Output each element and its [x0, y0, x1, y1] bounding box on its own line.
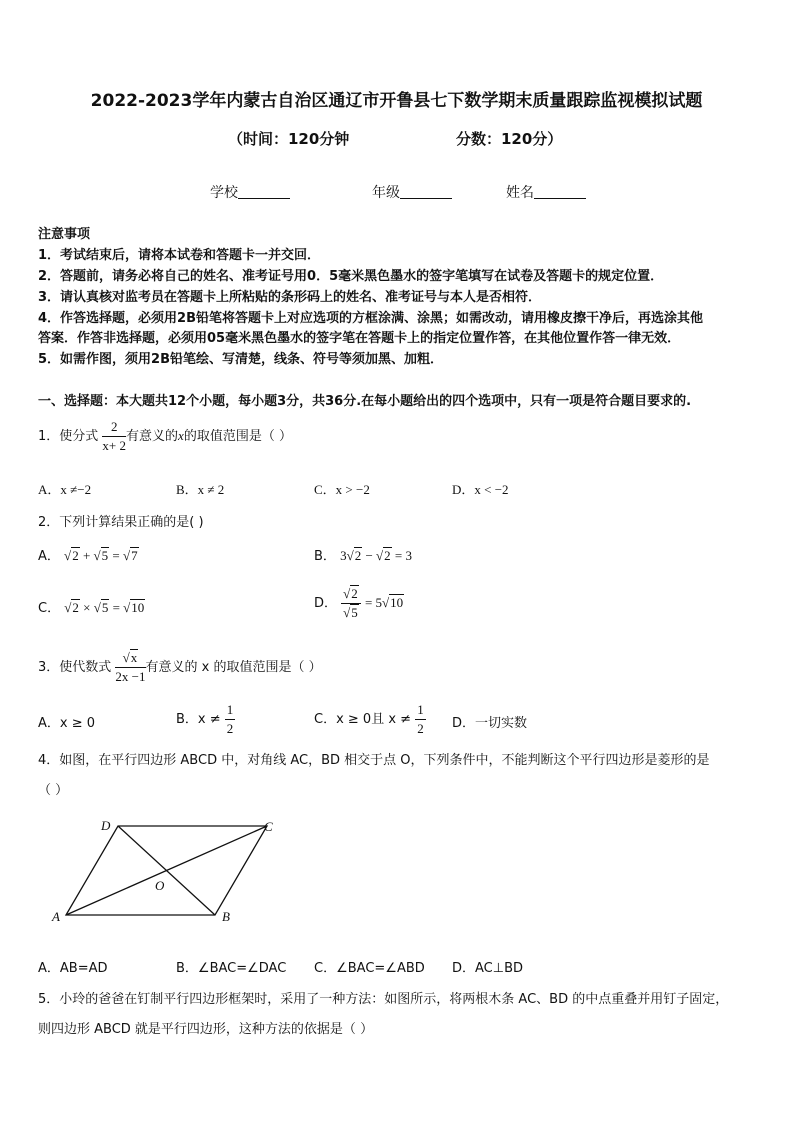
- question-2: 2．下列计算结果正确的是( ): [38, 515, 204, 530]
- exam-time: （时间：120分钟: [228, 130, 350, 148]
- q1-suffix-b: 的取值范围是（ ）: [183, 429, 292, 444]
- q1-variable: x: [178, 428, 184, 443]
- school-label: 学校: [210, 185, 238, 201]
- grade-blank: [400, 184, 452, 199]
- notice-heading: 注意事项: [38, 227, 91, 242]
- exam-score: 分数：120分）: [456, 130, 563, 148]
- school-blank: [238, 184, 290, 199]
- q3-option-c: C．x ≥ 0且 x ≠ $\frac{1}{2}$: [314, 702, 424, 736]
- question-4-line-2: （ ）: [38, 783, 69, 798]
- q4-option-b: B．∠BAC=∠DAC: [176, 961, 287, 976]
- q2-b-label: B．: [314, 549, 336, 564]
- q1-fraction: [102, 418, 126, 455]
- q2-a-expr: √2 + √5 = √7: [64, 548, 138, 563]
- q1-numerator: 2: [102, 418, 126, 437]
- q2-d-fraction: $\frac{√2}{√5}$: [341, 585, 361, 622]
- question-5-line-1: 5．小玲的爸爸在钉制平行四边形框架时，采用了一种方法：如图所示，将两根木条 AC、BD 的中点重叠并用钉子固定，: [38, 992, 729, 1007]
- q3-option-d: D．一切实数: [452, 716, 528, 731]
- q2-b-expr: 3√2 − √2 = 3: [340, 548, 413, 563]
- vertex-label-a: A: [52, 909, 60, 924]
- q1-option-b: B．x ≠ 2: [176, 482, 225, 497]
- name-blank: [534, 184, 586, 199]
- notice-item: 5．如需作图，须用2B铅笔绘、写清楚，线条、符号等须加黑、加粗．: [38, 352, 443, 367]
- q3-option-b: B．x ≠ $\frac{1}{2}$: [176, 702, 234, 736]
- name-field: [506, 182, 586, 202]
- parallelogram-figure: [40, 810, 290, 930]
- vertex-label-b: B: [222, 909, 230, 924]
- q2-option-d: D． $\frac{√2}{√5}$ = 5√10: [314, 586, 404, 620]
- notice-item: 答案．作答非选择题，必须用05毫米黑色墨水的签字笔在答题卡上的指定位置作答，在其他位置作答一律无效．: [38, 331, 681, 346]
- notice-item: 2．答题前，请务必将自己的姓名、准考证号用0．5毫米黑色墨水的签字笔填写在试卷及答题卡的规定位置．: [38, 269, 664, 284]
- q3-prefix: 3．使代数式: [38, 660, 112, 675]
- grade-field: [372, 182, 452, 202]
- q1-option-d: D．x < −2: [452, 482, 509, 497]
- center-label-o: O: [155, 878, 165, 893]
- q2-a-label: A．: [38, 549, 60, 564]
- school-field: [210, 182, 290, 202]
- q1-option-c: C．x > −2: [314, 482, 370, 497]
- q2-option-c: [38, 597, 145, 616]
- notice-item: 1．考试结束后，请将本试卷和答题卡一并交回．: [38, 248, 321, 263]
- q1-denominator: x+ 2: [102, 438, 127, 453]
- q1-suffix-a: 有意义的: [126, 429, 179, 444]
- q1-prefix: 1．使分式: [38, 429, 99, 444]
- q3-option-a: A．x ≥ 0: [38, 716, 96, 731]
- q1-option-a: A．x ≠−2: [38, 482, 92, 497]
- q2-c-expr: √2 × √5 = √10: [64, 600, 145, 615]
- question-3: [38, 649, 322, 686]
- q3-suffix: 有意义的 x 的取值范围是（ ）: [145, 660, 322, 675]
- q2-c-label: C．: [38, 601, 61, 616]
- question-1: [38, 418, 292, 455]
- notice-item: 3．请认真核对监考员在答题卡上所粘贴的条形码上的姓名、准考证号与本人是否相符．: [38, 290, 542, 305]
- exam-title: 2022-2023学年内蒙古自治区通辽市开鲁县七下数学期末质量跟踪监视模拟试题: [90, 91, 703, 111]
- q3-fraction: $\frac{√x}{2x -1}$: [115, 650, 146, 684]
- name-label: 姓名: [506, 185, 534, 201]
- grade-label: 年级: [372, 185, 400, 201]
- vertex-label-d: D: [101, 818, 111, 833]
- notice-item: 4．作答选择题，必须用2B铅笔将答题卡上对应选项的方框涂满、涂黑；如需改动，请用橡皮擦干净后，再选涂其他: [38, 311, 704, 326]
- q4-option-d: D．AC⊥BD: [452, 961, 524, 976]
- q2-d-label: D．: [314, 596, 338, 611]
- section-heading: 一、选择题：本大题共12个小题，每小题3分，共36分.在每小题给出的四个选项中，只有一项是符合题目要求的.: [38, 394, 692, 409]
- q2-option-a: [38, 545, 139, 564]
- q4-option-a: A．AB=AD: [38, 961, 108, 976]
- vertex-label-c: C: [264, 819, 273, 834]
- diagonal-bd: [118, 826, 215, 915]
- question-5-line-2: 则四边形 ABCD 就是平行四边形，这种方法的依据是（ ）: [38, 1022, 374, 1037]
- q4-option-c: C．∠BAC=∠ABD: [314, 961, 425, 976]
- q2-option-b: [314, 545, 412, 564]
- question-4-line-1: 4．如图，在平行四边形 ABCD 中，对角线 AC，BD 相交于点 O，下列条件中，不能判断这个平行四边形是菱形的是: [38, 753, 710, 768]
